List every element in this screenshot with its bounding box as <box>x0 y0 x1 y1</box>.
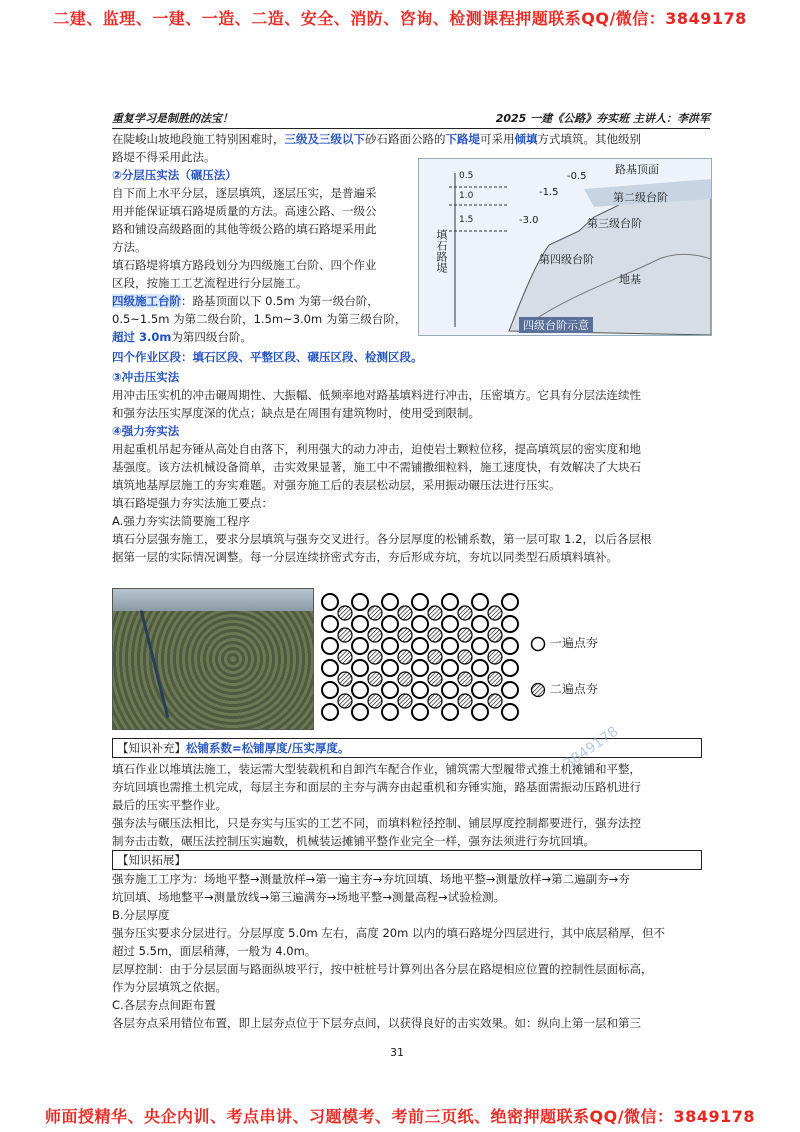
first-pass-point <box>472 660 488 676</box>
text-line: A.强力夯实法简要施工程序 <box>112 514 250 528</box>
first-pass-point <box>502 594 518 610</box>
second-pass-point <box>428 672 442 686</box>
label-step-4: 第四级台阶 <box>539 253 594 266</box>
watermark: 3849178 <box>561 723 622 773</box>
first-pass-point <box>472 594 488 610</box>
label-v05: -0.5 <box>567 171 587 182</box>
first-pass-point <box>322 638 338 654</box>
section-3 <box>112 368 710 566</box>
legend-second-label: 二遍点夯 <box>549 682 598 696</box>
label-d10: 1.0 <box>459 191 474 201</box>
second-pass-point <box>338 672 352 686</box>
text-line: 填石分层强夯施工，要求分层填筑与强夯交叉进行。各分层厚度的松铺系数，第一层可取 1.2，以后各层根 <box>112 532 652 546</box>
second-pass-point <box>338 606 352 620</box>
first-pass-point <box>472 638 488 654</box>
label-v15: -1.5 <box>539 187 559 198</box>
second-pass-point <box>488 650 502 664</box>
text: 在陡峻山坡地段施工特别困难时， <box>112 132 285 146</box>
text-line: 强夯施工工序为：场地平整→测量放样→第一遍主夯→夯坑回填、场地平整→测量放样→第二遍副夯→夯 <box>112 872 630 886</box>
first-pass-point <box>352 638 368 654</box>
second-pass-point <box>458 606 472 620</box>
second-pass-point <box>338 628 352 642</box>
first-pass-point <box>502 660 518 676</box>
text-line: 填筑地基厚层施工的夯实难题。对强夯施工后的表层松动层，采用振动碾压法进行压实。 <box>112 478 561 492</box>
section-heading: ②分层压实法（碾压法） <box>112 168 237 182</box>
text-line: 基强度。该方法机械设备简单，击实效果显著，施工中不需铺撒细粒料，施工速度快，有效解决了大块石 <box>112 460 641 474</box>
text-line: 强夯法与碾压法相比，只是夯实与压实的工艺不同，而填料粒径控制、铺层厚度控制都要进行，强夯法控 <box>112 816 641 830</box>
label-roadbed-top: 路基顶面 <box>615 163 659 176</box>
second-pass-point <box>368 694 382 708</box>
second-pass-point <box>398 672 412 686</box>
first-pass-point <box>472 704 488 720</box>
text-line: 填石路堤将填方路段划分为四级施工台阶、四个作业 <box>112 258 377 272</box>
top-banner: 二建、监理、一建、一造、二造、安全、消防、咨询、检测课程押题联系QQ/微信：3849178 <box>53 9 747 28</box>
second-pass-point <box>338 650 352 664</box>
page-number: 31 <box>390 1046 404 1059</box>
second-pass-point <box>488 672 502 686</box>
highlight: 超过 3.0m <box>112 330 172 344</box>
text-line: 用起重机吊起夯锤从高处自由落下，利用强大的动力冲击，迫使岩土颗粒位移，提高填筑层的密实度和地 <box>112 442 641 456</box>
first-pass-point <box>412 682 428 698</box>
first-pass-point <box>382 638 398 654</box>
second-pass-point <box>458 650 472 664</box>
supplement-text: 松铺系数=松铺厚度/压实厚度。 <box>186 741 350 755</box>
text-line: 用冲击压实机的冲击碾周期性、大振幅、低频率地对路基填料进行冲击，压密填方。它具有分层法连续性 <box>112 388 641 402</box>
first-pass-point <box>502 682 518 698</box>
first-pass-point <box>472 616 488 632</box>
text-line: 0.5~1.5m 为第二级台阶，1.5m~3.0m 为第三级台阶， <box>112 312 407 326</box>
second-pass-point <box>428 628 442 642</box>
highlight: 四级施工台阶 <box>112 294 181 308</box>
bottom-banner: 师面授精华、央企内训、考点串讲、习题模考、考前三页纸、绝密押题联系QQ/微信：3849178 <box>45 1107 755 1126</box>
second-pass-point <box>428 694 442 708</box>
first-pass-point <box>352 616 368 632</box>
text-line: 制夯击击数，碾压法控制压实遍数，机械装运摊铺平整作业完全一样，强夯法须进行夯坑回填。 <box>112 834 595 848</box>
highlight: 三级及三级以下 <box>284 132 365 146</box>
first-pass-point <box>382 594 398 610</box>
text-line: C.各层夯点间距布置 <box>112 998 216 1012</box>
second-pass-point <box>398 606 412 620</box>
first-pass-point <box>412 660 428 676</box>
text-line: 强夯压实要求分层进行。分层厚度 5.0m 左右，高度 20m 以内的填石路堤分四层进行，其中底层稍厚，但不 <box>112 926 665 940</box>
second-pass-point <box>338 694 352 708</box>
second-pass-point <box>398 650 412 664</box>
first-pass-point <box>442 594 458 610</box>
first-pass-point <box>322 616 338 632</box>
first-pass-point <box>442 616 458 632</box>
header-right: 2025 一建《公路》夯实班 主讲人：李洪军 <box>495 112 710 125</box>
text-line: 层厚控制：由于分层层面与路面纵坡平行，按中桩桩号计算列出各分层在路堤相应位置的控制性层面标高， <box>112 962 653 976</box>
section-2 <box>112 166 412 346</box>
label-side: 填石路堤 <box>435 229 448 273</box>
text: 可采用 <box>480 132 515 146</box>
section-heading: ③冲击压实法 <box>112 370 180 384</box>
text-line: 夯坑回填也需推土机完成，每层主夯和面层的主夯与满夯由起重机和夯锤实施，路基面需振动压路机进行 <box>112 780 641 794</box>
first-pass-point <box>352 594 368 610</box>
second-pass-point <box>488 628 502 642</box>
legend-first <box>530 634 598 652</box>
second-pass-point <box>428 650 442 664</box>
first-pass-point <box>442 638 458 654</box>
highlight: 下路堤 <box>445 132 480 146</box>
first-pass-point <box>442 704 458 720</box>
text-line: 据第一层的实际情况调整。每一分层连续挤密式夯击，夯后形成夯坑，夯坑以同类型石质填料填补。 <box>112 550 618 564</box>
knowledge-supplement <box>112 738 710 758</box>
page-header <box>112 110 710 129</box>
text: 砂石路面公路的 <box>365 132 446 146</box>
text-line: 最后的压实平整作业。 <box>112 798 227 812</box>
first-pass-point <box>502 704 518 720</box>
text-line: 和强夯法压实厚度深的优点；缺点是在周围有建筑物时，使用受到限制。 <box>112 406 480 420</box>
text-line: 填石路堤强力夯实法施工要点： <box>112 496 273 510</box>
step-diagram-svg <box>419 159 711 335</box>
second-pass-point <box>398 694 412 708</box>
paragraph-11 <box>112 760 710 1032</box>
tamping-point-grid <box>318 590 530 730</box>
site-photo <box>112 588 314 730</box>
text-line <box>112 328 412 346</box>
first-pass-point <box>502 638 518 654</box>
legend-second <box>530 680 598 698</box>
first-pass-point <box>382 660 398 676</box>
label-ground: 地基 <box>619 273 641 286</box>
text: 方式填筑。其他级别 <box>537 132 641 146</box>
first-pass-point <box>382 682 398 698</box>
second-pass-point <box>368 672 382 686</box>
first-pass-point <box>382 704 398 720</box>
first-pass-point <box>322 682 338 698</box>
first-pass-point <box>382 616 398 632</box>
text-line: 各层夯点采用错位布置，即上层夯点位于下层夯点间，以获得良好的击实效果。如：纵向上第一层和第三 <box>112 1016 641 1030</box>
second-pass-point <box>488 694 502 708</box>
second-pass-point <box>458 694 472 708</box>
first-pass-point <box>322 704 338 720</box>
text: 路堤不得采用此法。 <box>112 150 216 164</box>
label-d15: 1.5 <box>459 215 474 225</box>
text-line: 区段，按施工工艺流程进行分层施工。 <box>112 276 308 290</box>
legend-first-label: 一遍点夯 <box>549 636 598 650</box>
label-step-2: 第二级台阶 <box>613 191 668 204</box>
section-heading: ④强力夯实法 <box>112 424 180 438</box>
text: 为第四级台阶。 <box>171 330 252 344</box>
first-pass-point <box>412 704 428 720</box>
text-line: 填石作业以堆填法施工，装运需大型装载机和自卸汽车配合作业，铺筑需大型履带式推土机摊铺和平整， <box>112 762 641 776</box>
first-pass-point <box>352 704 368 720</box>
highlight: 四个作业区段：填石区段、平整区段、碾压区段、检测区段。 <box>112 350 423 364</box>
label-d05: 0.5 <box>459 171 474 181</box>
extension-label: 【知识拓展】 <box>112 850 710 870</box>
text-line: 方法。 <box>112 240 147 254</box>
text-line: 作为分层填筑之依据。 <box>112 980 227 994</box>
second-pass-point <box>458 628 472 642</box>
first-pass-point <box>412 616 428 632</box>
photo-crane <box>140 610 170 717</box>
first-pass-point <box>412 638 428 654</box>
first-pass-point <box>352 682 368 698</box>
second-pass-point <box>458 672 472 686</box>
first-pass-point <box>352 660 368 676</box>
second-pass-point <box>398 628 412 642</box>
text-line: 用并能保证填石路堤质量的方法。高速公路、一级公 <box>112 204 377 218</box>
second-pass-point <box>488 606 502 620</box>
first-pass-point <box>442 682 458 698</box>
text-line: 超过 5.5m，面层稍薄，一般为 4.0m。 <box>112 944 317 958</box>
text-line: 自下而上水平分层，逐层填筑，逐层压实，是普遍采 <box>112 186 377 200</box>
text-line: B.分层厚度 <box>112 908 170 922</box>
text-line: 路和铺设高级路面的其他等级公路的填石路堤采用此 <box>112 222 377 236</box>
header-left: 重复学习是制胜的法宝！ <box>112 112 233 125</box>
second-pass-point <box>368 628 382 642</box>
text-line: 坑回填、场地整平→测量放线→第三遍满夯→场地平整→测量高程→试验检测。 <box>112 890 506 904</box>
first-pass-point <box>322 594 338 610</box>
first-pass-point <box>412 594 428 610</box>
first-pass-point <box>502 616 518 632</box>
first-pass-point <box>322 660 338 676</box>
text-line <box>112 292 412 310</box>
second-pass-point <box>368 650 382 664</box>
photo-sky <box>113 589 313 611</box>
supplement-label: 【知识补充】 <box>117 741 186 755</box>
first-pass-point <box>472 682 488 698</box>
label-step-3: 第三级台阶 <box>587 217 642 230</box>
paragraph-5 <box>112 348 710 366</box>
second-pass-point <box>368 606 382 620</box>
highlight: 倾填 <box>514 132 538 146</box>
first-pass-point <box>442 660 458 676</box>
step-diagram <box>418 158 712 336</box>
figure-caption: 四级台阶示意 <box>519 317 593 333</box>
second-pass-point <box>428 606 442 620</box>
text: ：路基顶面以下 0.5m 为第一级台阶， <box>181 294 379 308</box>
label-v30: -3.0 <box>519 215 539 226</box>
